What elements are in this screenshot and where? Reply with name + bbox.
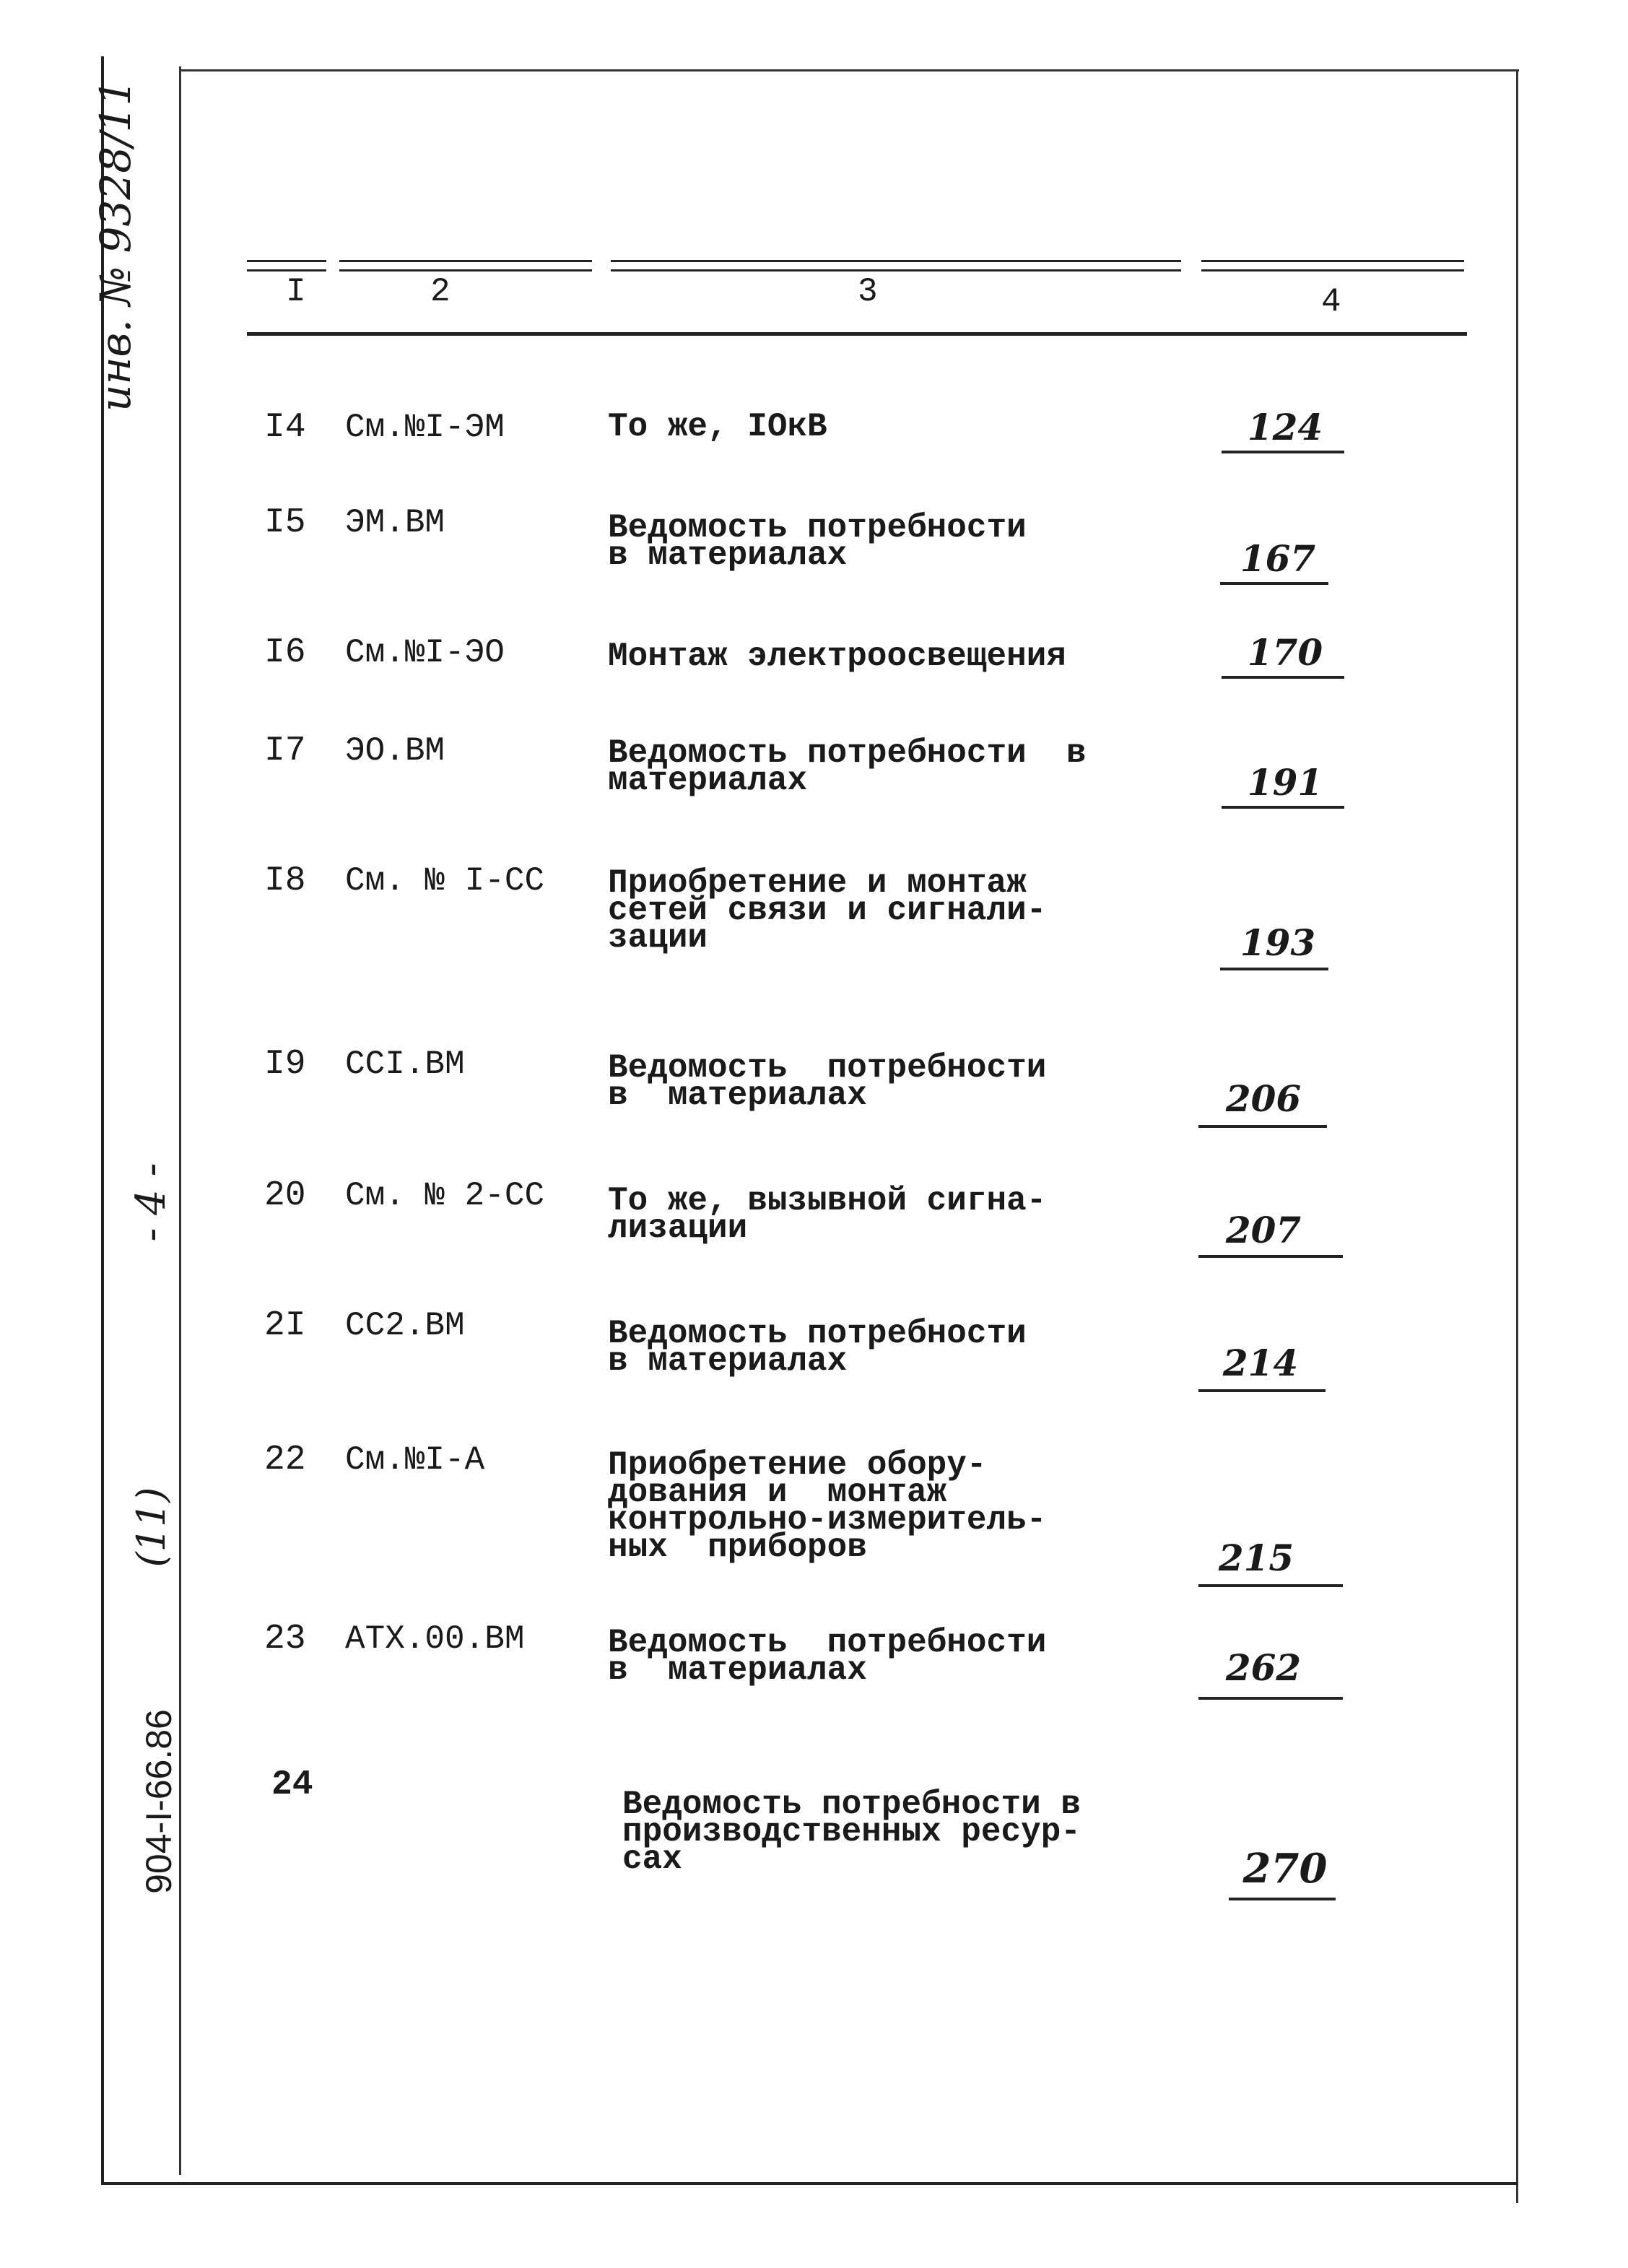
page-marker: - 4 - [128, 1163, 175, 1242]
row-code: См. № I-СС [345, 862, 545, 900]
row-description: Ведомость потребности в материалах [608, 1624, 1047, 1689]
page-underline [1198, 1125, 1327, 1128]
header-col1: I [286, 273, 306, 310]
page-underline [1198, 1389, 1326, 1392]
page-underline [1220, 968, 1328, 970]
row-number: I4 [264, 408, 306, 447]
page-underline [1198, 1255, 1343, 1258]
row-page: 124 [1247, 406, 1323, 448]
row-page: 215 [1218, 1537, 1294, 1579]
row-number: I7 [264, 731, 306, 770]
row-description: Монтаж электроосвещения [608, 638, 1066, 675]
page-underline [1198, 1697, 1343, 1700]
header-bottom-rule [247, 332, 1467, 336]
row-description: Приобретение и монтаж сетей связи и сигнали- зации [608, 864, 1047, 957]
row-page: 191 [1247, 761, 1323, 804]
row-description: Ведомость потребности в материалах [608, 734, 1087, 799]
row-number: 20 [264, 1176, 306, 1215]
row-page: 193 [1240, 921, 1316, 964]
sheet-marker: (11) [129, 1487, 174, 1568]
row-code: См.№I-ЭМ [345, 409, 505, 446]
row-code: См.№I-ЭО [345, 634, 505, 672]
row-description: Ведомость потребности в материалах [608, 509, 1027, 574]
header-rule-col3 [611, 260, 1181, 271]
row-number: 22 [264, 1441, 306, 1480]
row-code: См.№I-А [345, 1441, 485, 1479]
row-code: СС2.ВМ [345, 1307, 465, 1344]
row-description: Ведомость потребности в материалах [608, 1049, 1047, 1114]
row-page: 214 [1222, 1342, 1299, 1384]
row-description: Приобретение обору- дования и монтаж контрольно-измеритель- ных приборов [608, 1446, 1047, 1566]
header-col2: 2 [430, 273, 450, 310]
header-rule-col2 [339, 260, 592, 271]
row-number: 24 [271, 1765, 313, 1804]
page-underline [1229, 1898, 1336, 1900]
header-rule-col1 [247, 260, 326, 271]
row-number: I8 [264, 861, 306, 900]
row-number: I9 [264, 1045, 306, 1084]
row-page: 206 [1225, 1077, 1302, 1120]
row-page: 270 [1242, 1845, 1328, 1893]
row-number: I6 [264, 633, 306, 672]
frame-right-border [1516, 69, 1518, 2203]
frame-bottom-border [101, 2182, 1518, 2185]
row-page: 207 [1225, 1209, 1302, 1251]
row-description: Ведомость потребности в материалах [608, 1315, 1027, 1380]
row-number: I5 [264, 503, 306, 542]
project-code: 904-I-66.86 [139, 1709, 179, 1894]
header-rule-col4 [1201, 260, 1464, 271]
page-underline [1222, 451, 1344, 453]
page-underline [1220, 582, 1328, 585]
page-underline [1198, 1584, 1343, 1587]
frame-top-border [179, 69, 1519, 71]
row-page: 170 [1247, 631, 1323, 674]
row-code: См. № 2-СС [345, 1177, 545, 1215]
row-code: АТХ.00.ВМ [345, 1620, 525, 1658]
row-description: То же, вызывной сигна- лизации [608, 1182, 1047, 1247]
header-col3: 3 [858, 273, 878, 310]
row-description: То же, IOкВ [608, 408, 827, 446]
row-number: 2I [264, 1306, 306, 1345]
row-page: 262 [1225, 1646, 1302, 1689]
row-description: Ведомость потребности в производственных ресур- сах [622, 1786, 1081, 1878]
page-underline [1222, 676, 1344, 679]
row-code: ЭО.ВМ [345, 732, 445, 770]
inventory-note: инв. № 9328/11 [91, 79, 140, 412]
row-number: 23 [264, 1620, 306, 1659]
row-code: ЭМ.ВМ [345, 504, 445, 542]
row-code: ССI.ВМ [345, 1046, 465, 1083]
row-page: 167 [1240, 537, 1316, 580]
page-underline [1222, 806, 1344, 809]
header-col4: 4 [1321, 283, 1341, 321]
